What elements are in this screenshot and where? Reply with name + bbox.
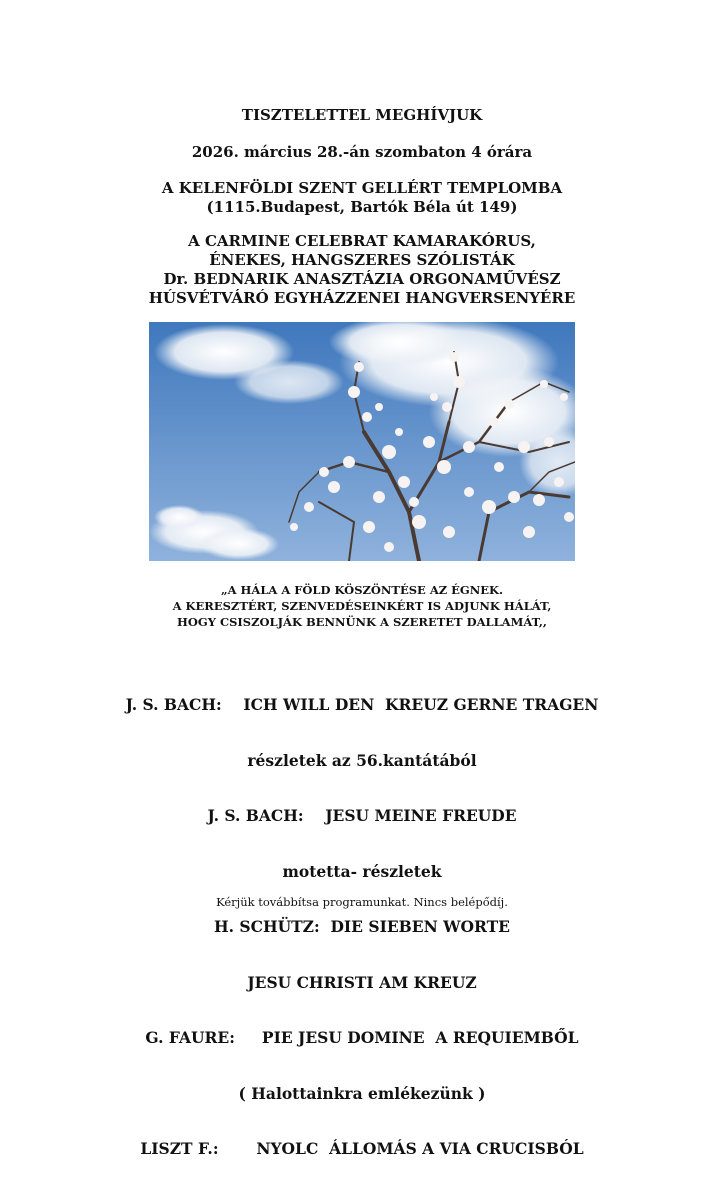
program-item: ( Halottainkra emlékezünk ): [238, 1083, 486, 1103]
performer-line: ÉNEKES, HANGSZERES SZÓLISTÁK: [209, 251, 515, 269]
program-item: H. SCHÜTZ: DIE SIEBEN WORTE: [214, 917, 510, 936]
program-item: LISZT F.: NYOLC ÁLLOMÁS A VIA CRUCISBÓL: [140, 1139, 584, 1158]
performers-block: [0, 232, 724, 308]
venue-name: A KELENFÖLDI SZENT GELLÉRT TEMPLOMBA: [161, 179, 563, 197]
venue-address: (1115.Budapest, Bartók Béla út 149): [206, 198, 518, 216]
footer-note: Kérjük továbbítsa programunkat. Nincs belépődíj.: [216, 895, 508, 909]
program-item: J. S. BACH: JESU MEINE FREUDE: [207, 806, 517, 825]
program-item: J. S. BACH: ICH WILL DEN KREUZ GERNE TRAGEN: [125, 695, 599, 714]
performer-line: Dr. BEDNARIK ANASZTÁZIA ORGONAMŰVÉSZ: [163, 270, 561, 288]
performer-line: HÚSVÉTVÁRÓ EGYHÁZZENEI HANGVERSENYÉRE: [148, 289, 576, 307]
quote-line: A KERESZTÉRT, SZENVEDÉSEINKÉRT IS ADJUNK HÁLÁT,: [172, 599, 552, 613]
greeting-heading: TISZTELETTEL MEGHÍVJUK: [241, 106, 483, 124]
quote-block: [0, 582, 724, 630]
program-item: JESU CHRISTI AM KREUZ: [247, 972, 477, 992]
blossom-tree-photo: [149, 322, 575, 561]
quote-line: HOGY CSISZOLJÁK BENNÜNK A SZERETET DALLAMÁT,,: [177, 615, 547, 629]
performer-line: A CARMINE CELEBRAT KAMARAKÓRUS,: [188, 232, 536, 250]
quote-line: „A HÁLA A FÖLD KÖSZÖNTÉSE AZ ÉGNEK.: [220, 583, 504, 597]
program-item: G. FAURE: PIE JESU DOMINE A REQUIEMBŐL: [145, 1028, 579, 1047]
program-list: [0, 659, 724, 1177]
program-item: részletek az 56.kantátából: [247, 750, 477, 770]
program-item: motetta- részletek: [282, 861, 442, 881]
event-date: 2026. március 28.-án szombaton 4 órára: [191, 143, 533, 161]
